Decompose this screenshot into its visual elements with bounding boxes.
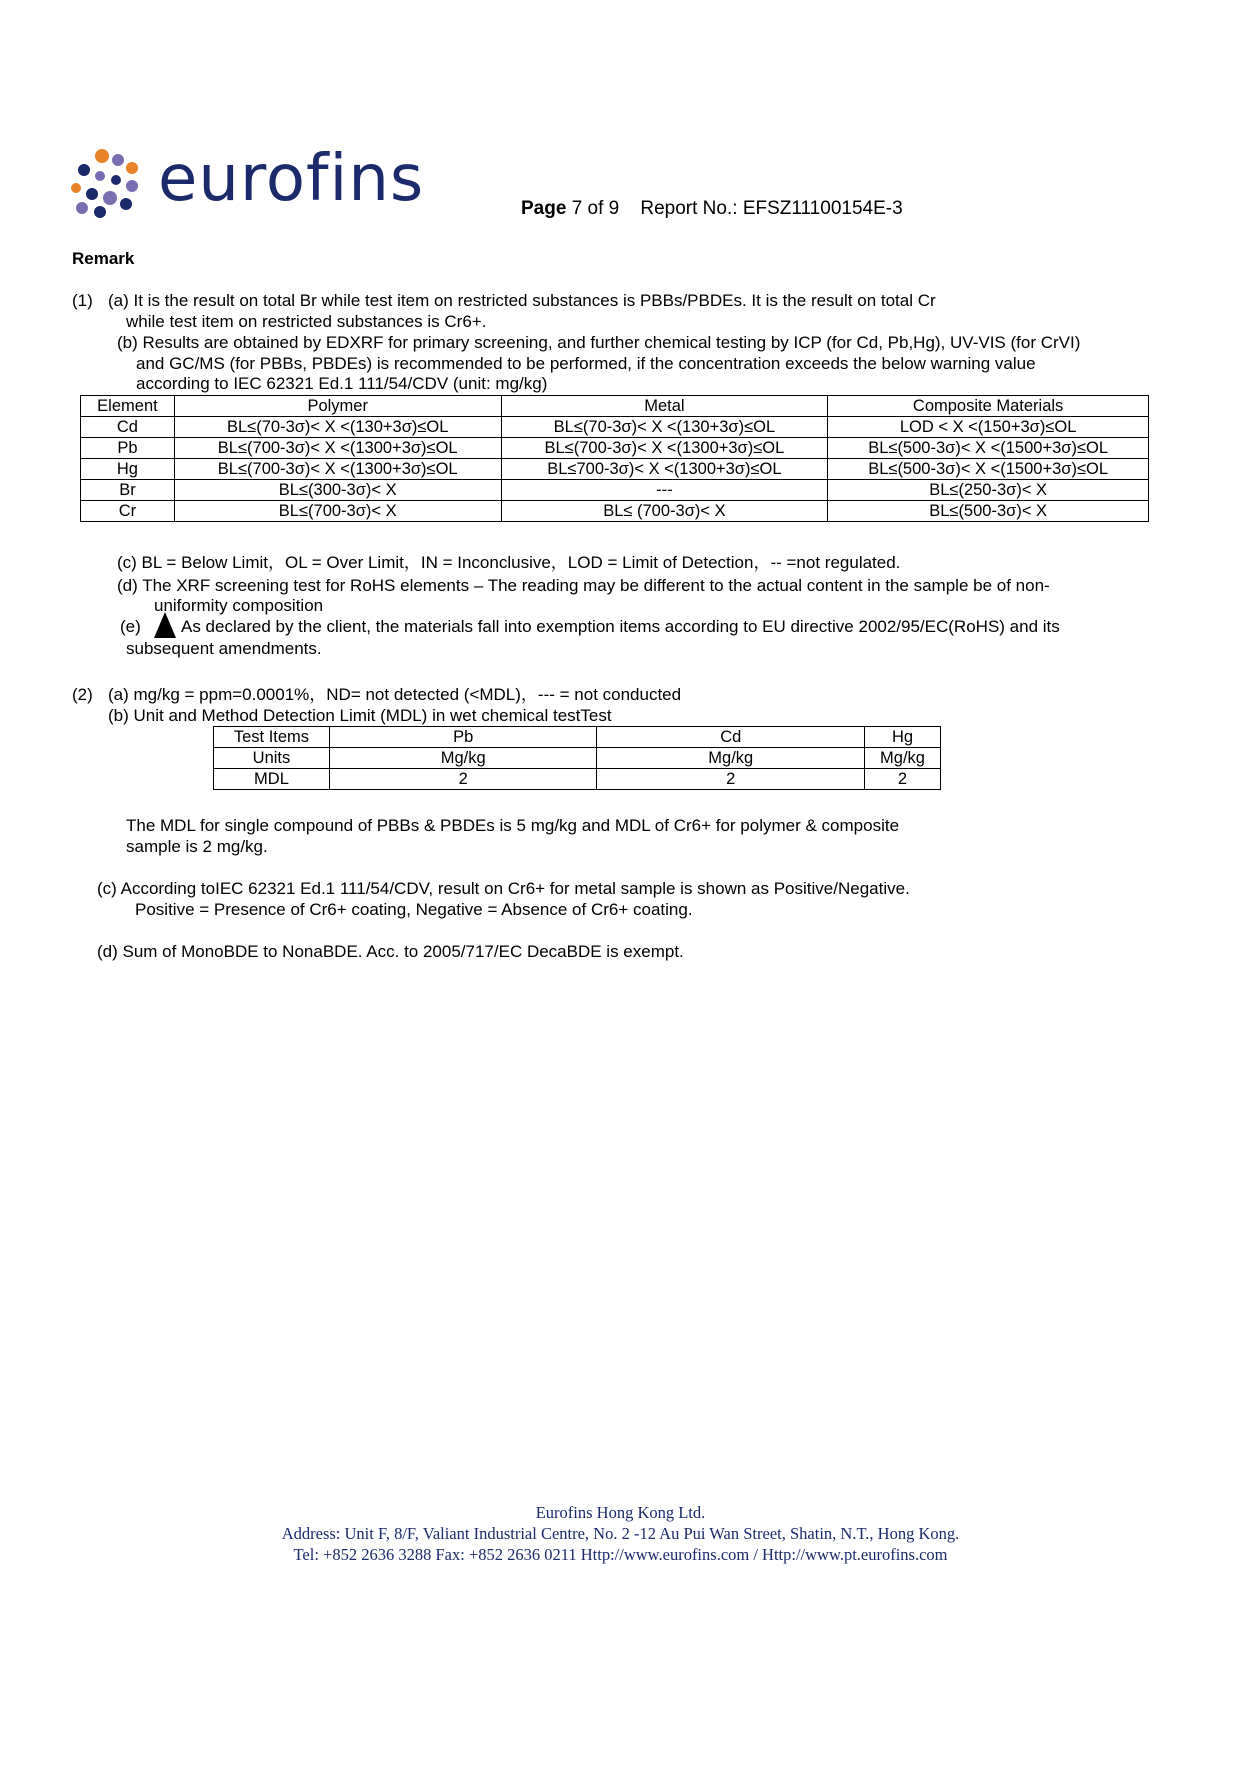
table-row: [214, 748, 941, 769]
table-cell: Hg: [81, 459, 175, 480]
note-1e-line2: subsequent amendments.: [126, 639, 322, 658]
table-cell: Cd: [81, 417, 175, 438]
note-1a-line2: while test item on restricted substances is Cr6+.: [126, 312, 487, 331]
table-cell: MDL: [214, 769, 330, 790]
table-row: [81, 501, 1149, 522]
note-1b-line3: according to IEC 62321 Ed.1 111/54/CDV (unit: mg/kg): [136, 374, 548, 393]
note-2b: (b) Unit and Method Detection Limit (MDL) in wet chemical testTest: [108, 706, 612, 725]
mdl-note-line2: sample is 2 mg/kg.: [126, 837, 268, 856]
note-1e-line1: As declared by the client, the materials fall into exemption items according to EU directive 2002/95/EC(RoHS) and its: [181, 617, 1060, 636]
header-test-items: Test Items: [214, 727, 330, 748]
footer-company: Eurofins Hong Kong Ltd.: [535, 1503, 706, 1522]
header-composite: Composite Materials: [828, 396, 1149, 417]
brand-name: eurofins: [158, 142, 425, 216]
table-cell: BL≤(500-3σ)< X <(1500+3σ)≤OL: [828, 459, 1149, 480]
table-cell: 2: [865, 769, 941, 790]
page-header: [521, 198, 903, 220]
table-cell: Br: [81, 480, 175, 501]
table-cell: BL≤700-3σ)< X <(1300+3σ)≤OL: [501, 459, 828, 480]
footer-address: Address: Unit F, 8/F, Valiant Industrial Centre, No. 2 -12 Au Pui Wan Street, Shatin, N.T., Hong Kong.: [281, 1524, 960, 1543]
remark-title: Remark: [72, 249, 135, 268]
note-2c-line2: Positive = Presence of Cr6+ coating, Negative = Absence of Cr6+ coating.: [135, 900, 693, 919]
note-1d-line1: (d) The XRF screening test for RoHS elements – The reading may be different to the actual content in the sample be of non-: [117, 576, 1050, 595]
table-row: [81, 417, 1149, 438]
mdl-note-line1: The MDL for single compound of PBBs & PBDEs is 5 mg/kg and MDL of Cr6+ for polymer & composite: [126, 816, 900, 835]
page-label: Page: [521, 198, 567, 219]
table-cell: BL≤(700-3σ)< X <(1300+3σ)≤OL: [174, 438, 501, 459]
table-cell: Mg/kg: [329, 748, 597, 769]
table-cell: ---: [501, 480, 828, 501]
table-cell: 2: [329, 769, 597, 790]
table-cell: Mg/kg: [865, 748, 941, 769]
note-1a-line1: (a) It is the result on total Br while test item on restricted substances is PBBs/PBDEs. It is the result on total Cr: [108, 291, 936, 310]
table-cell: LOD < X <(150+3σ)≤OL: [828, 417, 1149, 438]
table-header-row: [81, 396, 1149, 417]
table-row: [81, 438, 1149, 459]
eurofins-dots-icon: [70, 148, 150, 220]
table-cell: BL≤(300-3σ)< X: [174, 480, 501, 501]
header-pb: Pb: [329, 727, 597, 748]
eurofins-logo: [70, 142, 430, 218]
header-hg: Hg: [865, 727, 941, 748]
table-row: [81, 459, 1149, 480]
table-cell: 2: [597, 769, 865, 790]
table-row: [214, 769, 941, 790]
note-2a: (a) mg/kg = ppm=0.0001%，ND= not detected (<MDL)，--- = not conducted: [108, 685, 682, 704]
table-row: [81, 480, 1149, 501]
table-cell: Units: [214, 748, 330, 769]
note-2c-line1: (c) According toIEC 62321 Ed.1 111/54/CDV, result on Cr6+ for metal sample is shown as Positive/Negative.: [97, 879, 910, 898]
table-cell: Cr: [81, 501, 175, 522]
header-element: Element: [81, 396, 175, 417]
report-label: Report No.:: [640, 198, 738, 219]
mdl-table: [213, 726, 941, 790]
note-1c: (c) BL = Below Limit，OL = Over Limit，IN = Inconclusive，LOD = Limit of Detection，-- =not regulated.: [117, 553, 901, 572]
table-cell: BL≤(500-3σ)< X: [828, 501, 1149, 522]
table-cell: BL≤(70-3σ)< X <(130+3σ)≤OL: [501, 417, 828, 438]
header-polymer: Polymer: [174, 396, 501, 417]
section1-num: (1): [72, 291, 93, 310]
header-metal: Metal: [501, 396, 828, 417]
note-1b-line2: and GC/MS (for PBBs, PBDEs) is recommended to be performed, if the concentration exceeds the below warning value: [136, 354, 1036, 373]
table-cell: BL≤(250-3σ)< X: [828, 480, 1149, 501]
xrf-limits-table: [80, 395, 1149, 522]
table-cell: Pb: [81, 438, 175, 459]
footer-contact: Tel: +852 2636 3288 Fax: +852 2636 0211 Http://www.eurofins.com / Http://www.pt.eurofins.com: [293, 1545, 948, 1564]
table-cell: BL≤(700-3σ)< X <(1300+3σ)≤OL: [174, 459, 501, 480]
footer: [0, 1502, 1241, 1565]
table-cell: Mg/kg: [597, 748, 865, 769]
table-cell: BL≤ (700-3σ)< X: [501, 501, 828, 522]
report-number: EFSZ11100154E-3: [742, 198, 903, 219]
page-number: 7 of 9: [571, 198, 620, 219]
table-header-row: [214, 727, 941, 748]
section2-num: (2): [72, 685, 93, 704]
note-2d: (d) Sum of MonoBDE to NonaBDE. Acc. to 2005/717/EC DecaBDE is exempt.: [97, 942, 684, 961]
note-1b-line1: (b) Results are obtained by EDXRF for primary screening, and further chemical testing by ICP (for Cd, Pb,Hg), UV-VIS (for CrVI): [117, 333, 1081, 352]
table-cell: BL≤(700-3σ)< X <(1300+3σ)≤OL: [501, 438, 828, 459]
exemption-triangle-icon: [154, 612, 176, 638]
table-cell: BL≤(70-3σ)< X <(130+3σ)≤OL: [174, 417, 501, 438]
note-1d-line2: uniformity composition: [154, 596, 324, 615]
table-cell: BL≤(700-3σ)< X: [174, 501, 501, 522]
note-1e-label: (e): [120, 617, 141, 636]
header-cd: Cd: [597, 727, 865, 748]
table-cell: BL≤(500-3σ)< X <(1500+3σ)≤OL: [828, 438, 1149, 459]
